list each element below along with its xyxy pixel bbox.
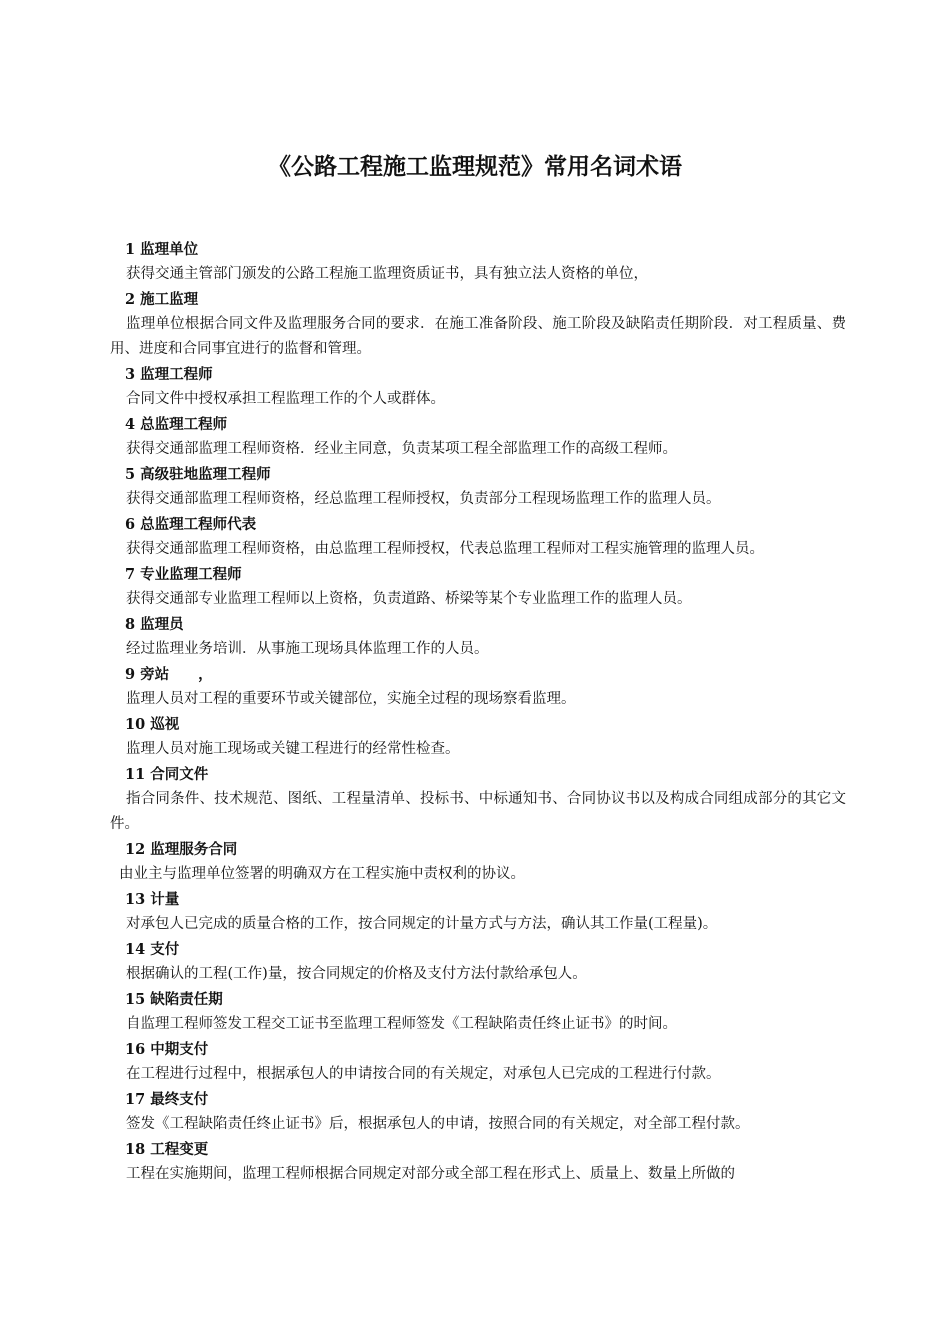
term-definition: 监理人员对施工现场或关键工程进行的经常性检查。 bbox=[126, 741, 460, 757]
term-definition: 监理单位根据合同文件及监理服务合同的要求．在施工准备阶段、施工阶段及缺陷责任期阶段．对工程质量、费用、进度和合同事宜进行的监督和管理。 bbox=[110, 316, 846, 357]
term-heading: 17 最终支付 bbox=[125, 1091, 209, 1108]
term-item bbox=[110, 1137, 846, 1187]
term-heading: 5 高级驻地监理工程师 bbox=[125, 466, 271, 483]
term-definition: 根据确认的工程(工作)量，按合同规定的价格及支付方法付款给承包人。 bbox=[126, 966, 587, 982]
term-item bbox=[110, 1087, 846, 1137]
term-item bbox=[110, 562, 846, 612]
term-item bbox=[110, 512, 846, 562]
term-item bbox=[110, 462, 846, 512]
terms-list bbox=[110, 237, 846, 1187]
term-heading: 3 监理工程师 bbox=[125, 366, 213, 383]
term-item bbox=[110, 662, 846, 712]
term-heading: 1 监理单位 bbox=[125, 241, 199, 258]
term-item bbox=[110, 362, 846, 412]
term-item bbox=[110, 987, 846, 1037]
term-definition: 对承包人已完成的质量合格的工作，按合同规定的计量方式与方法，确认其工作量(工程量)。 bbox=[126, 916, 718, 932]
term-definition: 获得交通部监理工程师资格，经总监理工程师授权，负责部分工程现场监理工作的监理人员。 bbox=[126, 491, 721, 507]
term-definition: 获得交通主管部门颁发的公路工程施工监理资质证书，具有独立法人资格的单位， bbox=[126, 266, 648, 282]
term-item bbox=[110, 762, 846, 837]
term-heading: 14 支付 bbox=[125, 941, 180, 958]
term-heading: 13 计量 bbox=[125, 891, 180, 908]
term-heading: 16 中期支付 bbox=[125, 1041, 209, 1058]
term-item bbox=[110, 412, 846, 462]
term-definition: 监理人员对工程的重要环节或关键部位，实施全过程的现场察看监理。 bbox=[126, 691, 576, 707]
term-item bbox=[110, 612, 846, 662]
term-item bbox=[110, 837, 846, 887]
term-definition: 获得交通部监理工程师资格，由总监理工程师授权，代表总监理工程师对工程实施管理的监理人员。 bbox=[126, 541, 764, 557]
term-definition: 合同文件中授权承担工程监理工作的个人或群体。 bbox=[126, 391, 445, 407]
term-definition: 获得交通部专业监理工程师以上资格，负责道路、桥梁等某个专业监理工作的监理人员。 bbox=[126, 591, 692, 607]
term-definition: 签发《工程缺陷责任终止证书》后，根据承包人的申请，按照合同的有关规定，对全部工程付款。 bbox=[126, 1116, 750, 1132]
term-heading: 9 旁站 ， bbox=[125, 666, 213, 683]
term-heading: 7 专业监理工程师 bbox=[125, 566, 242, 583]
term-heading: 10 巡视 bbox=[125, 716, 180, 733]
term-heading: 15 缺陷责任期 bbox=[125, 991, 223, 1008]
term-definition: 工程在实施期间，监理工程师根据合同规定对部分或全部工程在形式上、质量上、数量上所做的 bbox=[126, 1166, 735, 1182]
term-item bbox=[110, 237, 846, 287]
term-heading: 18 工程变更 bbox=[125, 1141, 209, 1158]
term-heading: 2 施工监理 bbox=[125, 291, 199, 308]
term-definition: 经过监理业务培训．从事施工现场具体监理工作的人员。 bbox=[126, 641, 489, 657]
term-definition: 自监理工程师签发工程交工证书至监理工程师签发《工程缺陷责任终止证书》的时间。 bbox=[126, 1016, 677, 1032]
term-definition: 在工程进行过程中，根据承包人的申请按合同的有关规定，对承包人已完成的工程进行付款。 bbox=[126, 1066, 721, 1082]
term-item bbox=[110, 1037, 846, 1087]
term-definition: 获得交通部监理工程师资格．经业主同意，负责某项工程全部监理工作的高级工程师。 bbox=[126, 441, 677, 457]
term-definition: 指合同条件、技术规范、图纸、工程量清单、投标书、中标通知书、合同协议书以及构成合同组成部分的其它文件。 bbox=[110, 791, 846, 832]
term-item bbox=[110, 287, 846, 362]
term-item bbox=[110, 937, 846, 987]
term-item bbox=[110, 712, 846, 762]
term-heading: 8 监理员 bbox=[125, 616, 184, 633]
term-heading: 6 总监理工程师代表 bbox=[125, 516, 257, 533]
term-heading: 12 监理服务合同 bbox=[125, 841, 238, 858]
term-definition: 由业主与监理单位签署的明确双方在工程实施中责权利的协议。 bbox=[119, 866, 525, 882]
term-item bbox=[110, 887, 846, 937]
document-title: 《公路工程施工监理规范》常用名词术语 bbox=[268, 153, 682, 180]
term-heading: 11 合同文件 bbox=[125, 766, 209, 783]
term-heading: 4 总监理工程师 bbox=[125, 416, 228, 433]
